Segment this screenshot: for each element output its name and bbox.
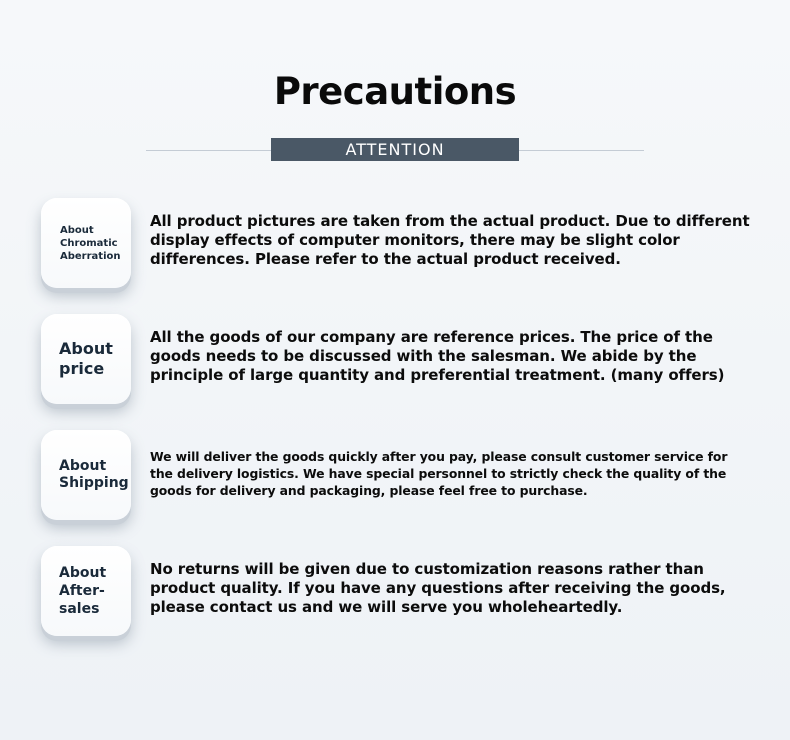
section-chromatic-aberration [41,198,761,290]
section-after-sales [41,546,761,638]
section-shipping [41,430,761,522]
section-label-line: About [59,458,107,474]
section-label-line: Aberration [60,250,121,262]
section-price [41,314,761,406]
section-label-line: About [59,565,107,581]
section-label-badge [41,430,131,520]
section-label-line: price [59,359,105,378]
section-description: No returns will be given due to customization reasons rather than product quality. If you have any questions after receiving the goods, please contact us and we will serve you wholeheartedly. [150,560,726,616]
section-label-line: Shipping [59,475,129,491]
section-label-line: About [59,339,113,358]
section-label-badge [41,546,131,636]
section-description: All the goods of our company are reference prices. The price of the goods needs to be discussed with the salesman. We abide by the principle of large quantity and preferential treatment. (many offers) [150,328,725,384]
section-label-line: About [60,224,94,236]
section-label-line: sales [59,601,100,617]
page-title: Precautions [273,70,517,113]
section-label-badge [41,198,131,288]
section-label-line: After- [59,583,105,599]
attention-banner: ATTENTION [271,138,519,161]
section-description: All product pictures are taken from the actual product. Due to different display effects of computer monitors, there may be slight color differences. Please refer to the actual product received. [150,212,750,268]
section-description: We will deliver the goods quickly after you pay, please consult customer service for the delivery logistics. We have special personnel to strictly check the quality of the goods for delivery and packaging, please feel free to purchase. [150,449,728,498]
section-label-badge [41,314,131,404]
section-label-line: Chromatic [60,237,118,249]
